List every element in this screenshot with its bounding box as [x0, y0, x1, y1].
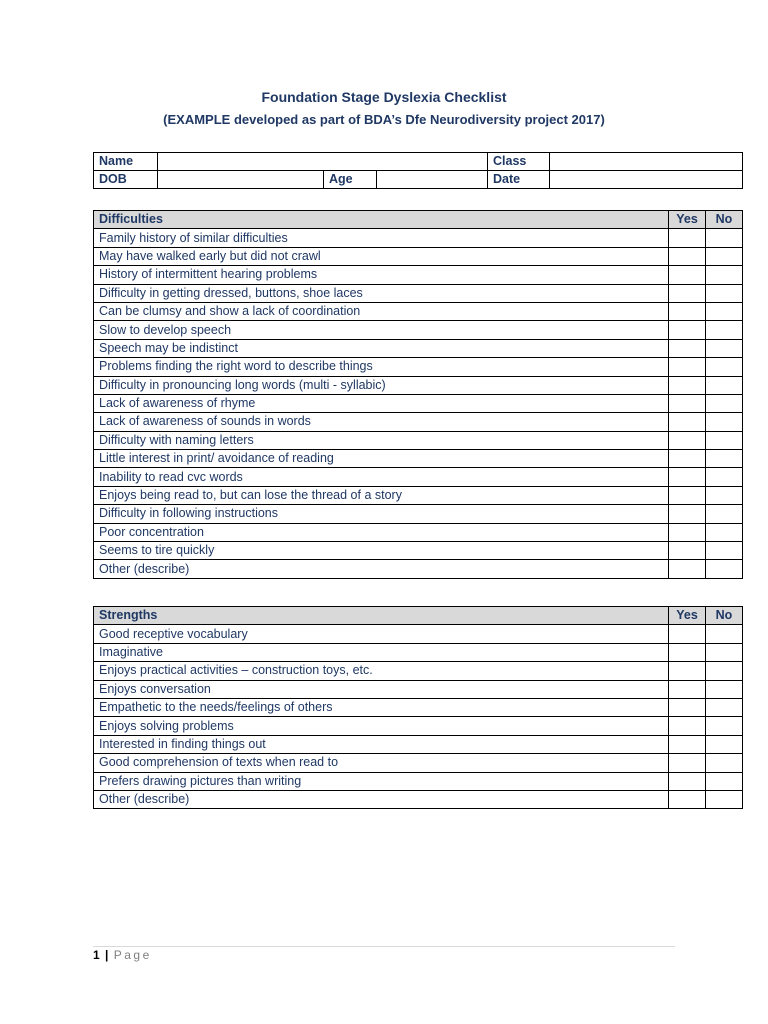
- document-subtitle: (EXAMPLE developed as part of BDA’s Dfe Neurodiversity project 2017): [163, 112, 605, 127]
- difficulty-row: [94, 431, 743, 449]
- date-label: Date: [488, 171, 550, 189]
- difficulty-item-label: Seems to tire quickly: [94, 542, 669, 560]
- difficulty-yes-cell[interactable]: [669, 376, 706, 394]
- strength-yes-cell[interactable]: [669, 754, 706, 772]
- difficulty-item-label: Lack of awareness of rhyme: [94, 394, 669, 412]
- strengths-table: [93, 606, 743, 809]
- difficulty-no-cell[interactable]: [706, 266, 743, 284]
- difficulty-item-label: Difficulty in following instructions: [94, 505, 669, 523]
- footer-divider: [93, 946, 675, 947]
- difficulty-item-label: Speech may be indistinct: [94, 339, 669, 357]
- strength-yes-cell[interactable]: [669, 790, 706, 808]
- strength-row: [94, 625, 743, 643]
- difficulty-row: [94, 358, 743, 376]
- difficulty-yes-cell[interactable]: [669, 302, 706, 320]
- difficulties-yes-header: Yes: [669, 211, 706, 229]
- page-separator: |: [105, 948, 109, 962]
- difficulty-yes-cell[interactable]: [669, 284, 706, 302]
- strength-row: [94, 662, 743, 680]
- age-label: Age: [324, 171, 377, 189]
- difficulty-yes-cell[interactable]: [669, 247, 706, 265]
- name-field[interactable]: [158, 153, 488, 171]
- difficulties-table: [93, 210, 743, 579]
- difficulty-row: [94, 284, 743, 302]
- difficulty-item-label: Can be clumsy and show a lack of coordination: [94, 302, 669, 320]
- dob-label: DOB: [94, 171, 158, 189]
- strength-yes-cell[interactable]: [669, 735, 706, 753]
- strength-no-cell[interactable]: [706, 625, 743, 643]
- strength-row: [94, 680, 743, 698]
- difficulty-no-cell[interactable]: [706, 321, 743, 339]
- strength-item-label: Enjoys practical activities – construction toys, etc.: [94, 662, 669, 680]
- strength-no-cell[interactable]: [706, 643, 743, 661]
- strengths-header: Strengths: [94, 607, 669, 625]
- strength-row: [94, 643, 743, 661]
- strength-row: [94, 735, 743, 753]
- strength-no-cell[interactable]: [706, 735, 743, 753]
- difficulty-item-label: Family history of similar difficulties: [94, 229, 669, 247]
- strength-item-label: Good comprehension of texts when read to: [94, 754, 669, 772]
- difficulty-row: [94, 321, 743, 339]
- difficulty-no-cell[interactable]: [706, 229, 743, 247]
- difficulty-row: [94, 376, 743, 394]
- difficulty-yes-cell[interactable]: [669, 431, 706, 449]
- difficulty-row: [94, 505, 743, 523]
- difficulty-yes-cell[interactable]: [669, 523, 706, 541]
- strength-yes-cell[interactable]: [669, 643, 706, 661]
- difficulty-no-cell[interactable]: [706, 358, 743, 376]
- difficulty-row: [94, 302, 743, 320]
- strength-yes-cell[interactable]: [669, 625, 706, 643]
- strengths-yes-header: Yes: [669, 607, 706, 625]
- difficulty-item-label: Difficulty in pronouncing long words (multi - syllabic): [94, 376, 669, 394]
- difficulty-row: [94, 229, 743, 247]
- difficulty-item-label: May have walked early but did not crawl: [94, 247, 669, 265]
- difficulty-yes-cell[interactable]: [669, 321, 706, 339]
- difficulties-no-header: No: [706, 211, 743, 229]
- difficulty-no-cell[interactable]: [706, 413, 743, 431]
- difficulty-yes-cell[interactable]: [669, 266, 706, 284]
- page-footer: [93, 948, 152, 962]
- strength-item-label: Prefers drawing pictures than writing: [94, 772, 669, 790]
- difficulty-no-cell[interactable]: [706, 247, 743, 265]
- class-label: Class: [488, 153, 550, 171]
- strength-yes-cell[interactable]: [669, 662, 706, 680]
- difficulty-item-label: Difficulty in getting dressed, buttons, shoe laces: [94, 284, 669, 302]
- strength-item-label: Empathetic to the needs/feelings of others: [94, 698, 669, 716]
- difficulty-row: [94, 468, 743, 486]
- strength-row: [94, 772, 743, 790]
- difficulty-item-label: Difficulty with naming letters: [94, 431, 669, 449]
- difficulty-no-cell[interactable]: [706, 431, 743, 449]
- difficulty-no-cell[interactable]: [706, 450, 743, 468]
- difficulty-row: [94, 339, 743, 357]
- difficulty-row: [94, 486, 743, 504]
- difficulty-item-label: Slow to develop speech: [94, 321, 669, 339]
- difficulty-yes-cell[interactable]: [669, 542, 706, 560]
- difficulty-no-cell[interactable]: [706, 486, 743, 504]
- strengths-no-header: No: [706, 607, 743, 625]
- difficulty-yes-cell[interactable]: [669, 450, 706, 468]
- strength-no-cell[interactable]: [706, 662, 743, 680]
- page-label: Page: [113, 948, 152, 962]
- difficulty-no-cell[interactable]: [706, 376, 743, 394]
- strength-yes-cell[interactable]: [669, 698, 706, 716]
- difficulty-item-label: Inability to read cvc words: [94, 468, 669, 486]
- difficulty-no-cell[interactable]: [706, 523, 743, 541]
- difficulty-item-label: History of intermittent hearing problems: [94, 266, 669, 284]
- strength-item-label: Interested in finding things out: [94, 735, 669, 753]
- difficulty-item-label: Poor concentration: [94, 523, 669, 541]
- difficulty-no-cell[interactable]: [706, 302, 743, 320]
- strength-item-label: Good receptive vocabulary: [94, 625, 669, 643]
- strength-row: [94, 698, 743, 716]
- difficulty-item-label: Lack of awareness of sounds in words: [94, 413, 669, 431]
- difficulty-row: [94, 542, 743, 560]
- strength-row: [94, 754, 743, 772]
- difficulty-yes-cell[interactable]: [669, 486, 706, 504]
- class-field[interactable]: [550, 153, 743, 171]
- date-field[interactable]: [550, 171, 743, 189]
- difficulty-no-cell[interactable]: [706, 339, 743, 357]
- difficulty-yes-cell[interactable]: [669, 413, 706, 431]
- difficulty-yes-cell[interactable]: [669, 394, 706, 412]
- difficulty-row: [94, 247, 743, 265]
- difficulty-yes-cell[interactable]: [669, 358, 706, 376]
- difficulty-no-cell[interactable]: [706, 394, 743, 412]
- difficulty-yes-cell[interactable]: [669, 560, 706, 578]
- difficulty-row: [94, 266, 743, 284]
- difficulty-item-label: Problems finding the right word to describe things: [94, 358, 669, 376]
- difficulty-row: [94, 394, 743, 412]
- strength-item-label: Enjoys conversation: [94, 680, 669, 698]
- difficulty-no-cell[interactable]: [706, 505, 743, 523]
- difficulty-item-label: Enjoys being read to, but can lose the thread of a story: [94, 486, 669, 504]
- strength-no-cell[interactable]: [706, 790, 743, 808]
- strength-yes-cell[interactable]: [669, 717, 706, 735]
- age-field[interactable]: [377, 171, 488, 189]
- difficulty-yes-cell[interactable]: [669, 339, 706, 357]
- difficulty-no-cell[interactable]: [706, 468, 743, 486]
- name-label: Name: [94, 153, 158, 171]
- difficulty-yes-cell[interactable]: [669, 229, 706, 247]
- difficulty-item-label: Other (describe): [94, 560, 669, 578]
- difficulty-row: [94, 523, 743, 541]
- dob-field[interactable]: [158, 171, 324, 189]
- strength-row: [94, 790, 743, 808]
- difficulty-yes-cell[interactable]: [669, 505, 706, 523]
- strength-yes-cell[interactable]: [669, 772, 706, 790]
- strength-no-cell[interactable]: [706, 698, 743, 716]
- document-title: Foundation Stage Dyslexia Checklist: [261, 89, 507, 105]
- strength-no-cell[interactable]: [706, 772, 743, 790]
- strength-item-label: Other (describe): [94, 790, 669, 808]
- difficulties-header: Difficulties: [94, 211, 669, 229]
- strength-yes-cell[interactable]: [669, 680, 706, 698]
- strength-no-cell[interactable]: [706, 754, 743, 772]
- strength-item-label: Imaginative: [94, 643, 669, 661]
- strength-item-label: Enjoys solving problems: [94, 717, 669, 735]
- page-number: 1: [93, 948, 100, 962]
- strength-row: [94, 717, 743, 735]
- difficulty-no-cell[interactable]: [706, 560, 743, 578]
- difficulty-no-cell[interactable]: [706, 284, 743, 302]
- student-info-table: [93, 152, 743, 189]
- strength-no-cell[interactable]: [706, 680, 743, 698]
- difficulty-row: [94, 413, 743, 431]
- strength-no-cell[interactable]: [706, 717, 743, 735]
- difficulty-row: [94, 560, 743, 578]
- difficulty-item-label: Little interest in print/ avoidance of reading: [94, 450, 669, 468]
- difficulty-row: [94, 450, 743, 468]
- difficulty-no-cell[interactable]: [706, 542, 743, 560]
- difficulty-yes-cell[interactable]: [669, 468, 706, 486]
